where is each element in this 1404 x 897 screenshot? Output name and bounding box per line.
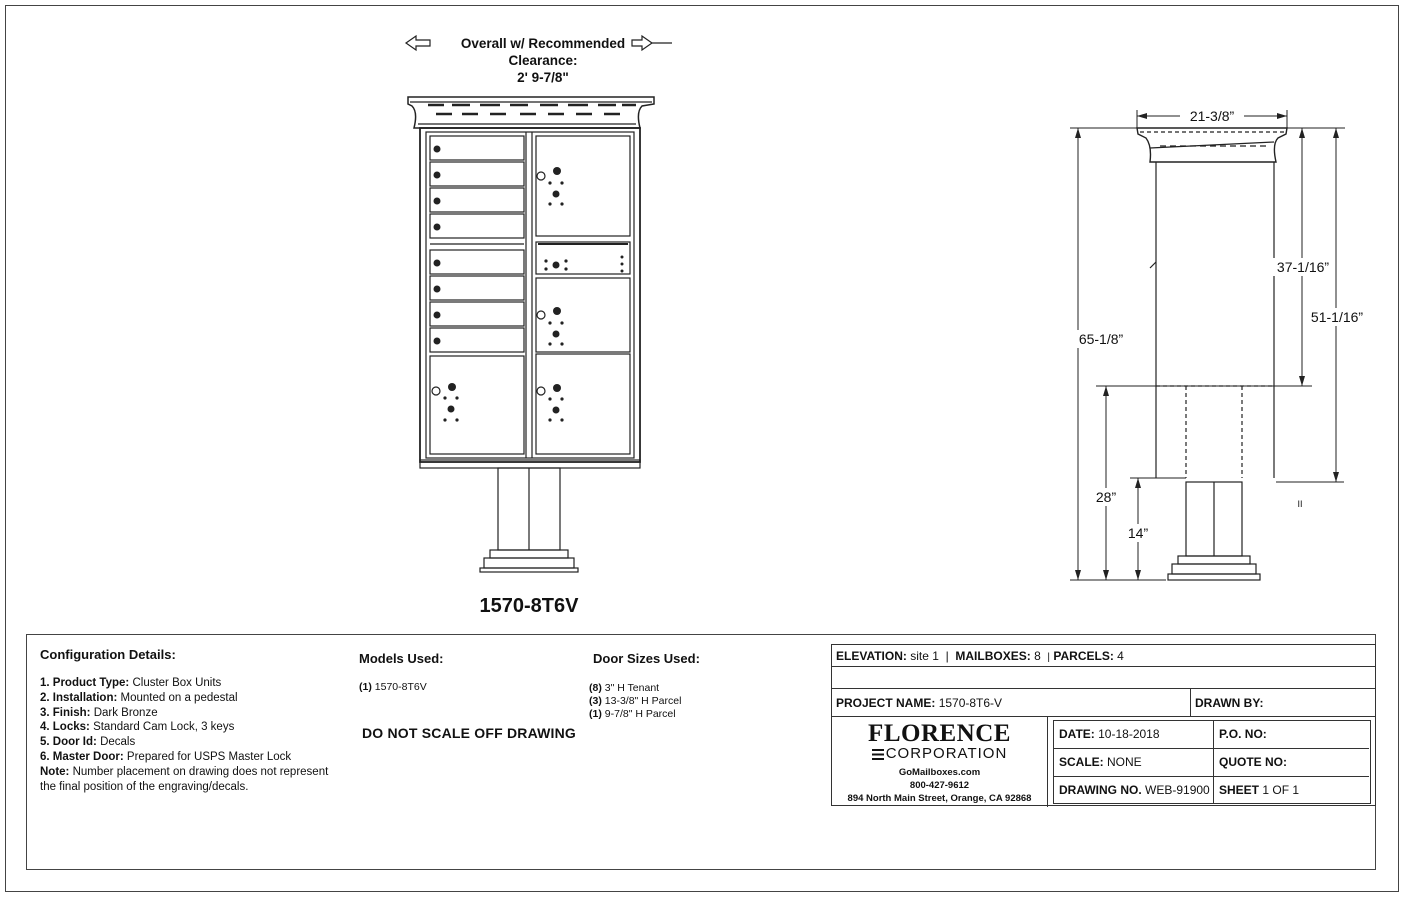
dim-upper: 37-1/16” xyxy=(1276,259,1330,275)
po-cell: P.O. NO: xyxy=(1214,721,1369,749)
dim-width: 21-3/8” xyxy=(1189,108,1235,124)
door-item: (3) 13-3/8" H Parcel xyxy=(589,695,682,707)
title-block xyxy=(831,644,1376,806)
clearance-line1: Overall w/ Recommended xyxy=(460,36,626,51)
config-item: 2. Installation: Mounted on a pedestal xyxy=(40,691,238,704)
config-item: 3. Finish: Dark Bronze xyxy=(40,706,158,719)
config-list xyxy=(40,676,360,794)
doors-list xyxy=(589,682,681,721)
logo-bars-icon xyxy=(872,749,884,760)
dim-overall-height: 65-1/8” xyxy=(1078,331,1124,347)
door-item: (1) 9-7/8" H Parcel xyxy=(589,708,676,720)
config-title: Configuration Details: xyxy=(40,647,176,662)
mark-ii: II xyxy=(1297,499,1303,509)
date-cell: DATE: 10-18-2018 xyxy=(1054,721,1214,749)
doors-title: Door Sizes Used: xyxy=(593,651,700,666)
elevation-row: ELEVATION: site 1 | MAILBOXES: 8 | PARCELS: 4 xyxy=(832,645,1375,667)
info-panel xyxy=(26,634,1376,870)
phone: 800-427-9612 xyxy=(909,780,970,791)
front-view-cbu xyxy=(408,97,654,572)
config-item: 5. Door Id: Decals xyxy=(40,736,136,749)
title-grid xyxy=(1053,720,1371,804)
models-item: (1) 1570-8T6V xyxy=(359,681,427,693)
config-item: 4. Locks: Standard Cam Lock, 3 keys xyxy=(40,721,235,734)
clearance-line2: Clearance: xyxy=(508,53,578,68)
clearance-value: 2' 9-7/8" xyxy=(517,70,569,85)
scale-cell: SCALE: NONE xyxy=(1054,749,1214,777)
config-note-line2: the final position of the engraving/decals. xyxy=(40,780,249,793)
models-title: Models Used: xyxy=(359,651,444,666)
clearance-right-arrow-icon xyxy=(632,36,672,50)
florence-logo xyxy=(832,717,1048,807)
blank-row xyxy=(832,667,1375,689)
door-item: (8) 3" H Tenant xyxy=(589,682,660,694)
project-row: PROJECT NAME: 1570-8T6-V DRAWN BY: xyxy=(832,689,1375,717)
clearance-left-arrow-icon xyxy=(406,36,430,50)
door-locks xyxy=(434,146,624,422)
logo-name: FLORENCE xyxy=(868,720,1011,747)
quote-cell: QUOTE NO: xyxy=(1214,749,1369,777)
config-item: Note: Number placement on drawing does not represent xyxy=(40,765,329,778)
model-caption: 1570-8T6V xyxy=(479,595,579,617)
sheet-cell: SHEET 1 OF 1 xyxy=(1219,783,1300,797)
address: 894 North Main Street, Orange, CA 92868 xyxy=(847,793,1032,804)
side-view-cbu xyxy=(1137,128,1287,580)
dim-right: 51-1/16” xyxy=(1310,309,1364,325)
config-item: 1. Product Type: Cluster Box Units xyxy=(40,677,222,689)
logo-sub: CORPORATION xyxy=(832,745,1047,762)
website: GoMailboxes.com xyxy=(898,767,981,778)
dim-14: 14” xyxy=(1127,525,1149,541)
dim-28: 28” xyxy=(1095,489,1117,505)
do-not-scale-warning: DO NOT SCALE OFF DRAWING xyxy=(362,725,577,741)
config-item: 6. Master Door: Prepared for USPS Master Lock xyxy=(40,750,292,763)
drawing-no-cell: DRAWING NO. WEB-91900 xyxy=(1054,777,1214,803)
